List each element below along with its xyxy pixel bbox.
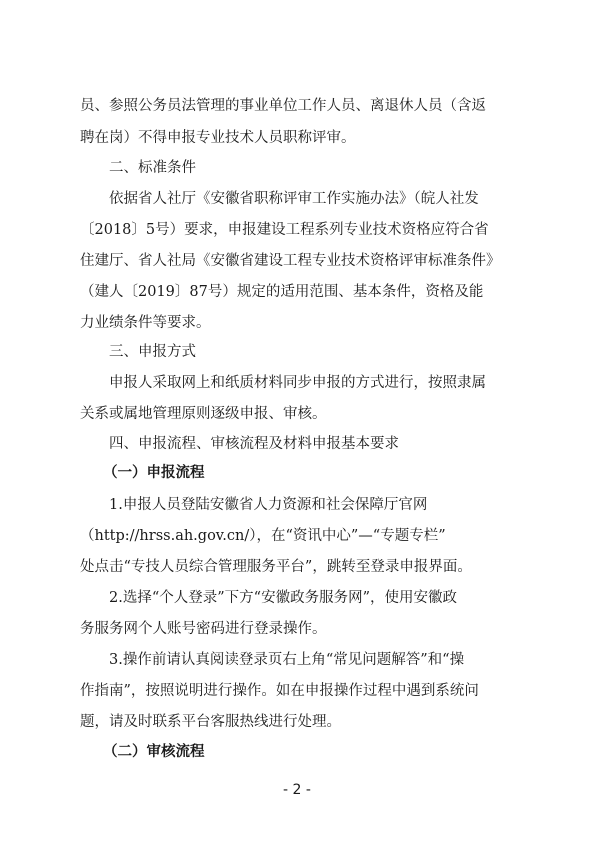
paragraph-line: （http://hrss.ah.gov.cn/），在“资讯中心”—“专题专栏” <box>80 528 446 544</box>
paragraph-line: 关系或属地管理原则逐级申报、审核。 <box>80 406 327 422</box>
paragraph-line: 聘在岗）不得申报专业技术人员职称评审。 <box>80 130 356 146</box>
subsection-heading-1: （一）申报流程 <box>103 465 205 481</box>
paragraph-line: 3.操作前请认真阅读登录页右上角“常见问题解答”和“操 <box>109 652 465 668</box>
paragraph-line: 申报人采取网上和纸质材料同步申报的方式进行，按照隶属 <box>109 375 486 391</box>
page-number: - 2 - <box>283 782 311 798</box>
paragraph-line: 处点击“专技人员综合管理服务平台”，跳转至登录申报界面。 <box>80 559 472 575</box>
paragraph-line: 员、参照公务员法管理的事业单位工作人员、离退休人员（含返 <box>80 98 486 114</box>
paragraph-line: 住建厅、省人社局《安徽省建设工程专业技术资格评审标准条件》 <box>80 253 501 269</box>
section-heading-3: 三、申报方式 <box>109 344 196 360</box>
paragraph-line: 依据省人社厅《安徽省职称评审工作实施办法》（皖人社发 <box>109 191 479 207</box>
paragraph-line: 2.选择“个人登录”下方“安徽政务服务网”，使用安徽政 <box>109 590 457 606</box>
section-heading-2: 二、标准条件 <box>109 160 196 176</box>
paragraph-line: 1.申报人员登陆安徽省人力资源和社会保障厅官网 <box>109 497 428 513</box>
paragraph-line: 务服务网个人账号密码进行登录操作。 <box>80 621 327 637</box>
paragraph-line: 力业绩条件等要求。 <box>80 315 211 331</box>
subsection-heading-2: （二）审核流程 <box>103 744 205 760</box>
paragraph-line: 〔2018〕5号）要求，申报建设工程系列专业技术资格应符合省 <box>80 222 489 238</box>
section-heading-4: 四、申报流程、审核流程及材料申报基本要求 <box>109 436 399 452</box>
paragraph-line: （建人〔2019〕87号）规定的适用范围、基本条件，资格及能 <box>80 284 484 300</box>
paragraph-line: 题，请及时联系平台客服热线进行处理。 <box>80 714 341 730</box>
paragraph-line: 作指南”，按照说明进行操作。如在申报操作过程中遇到系统问 <box>80 683 479 699</box>
